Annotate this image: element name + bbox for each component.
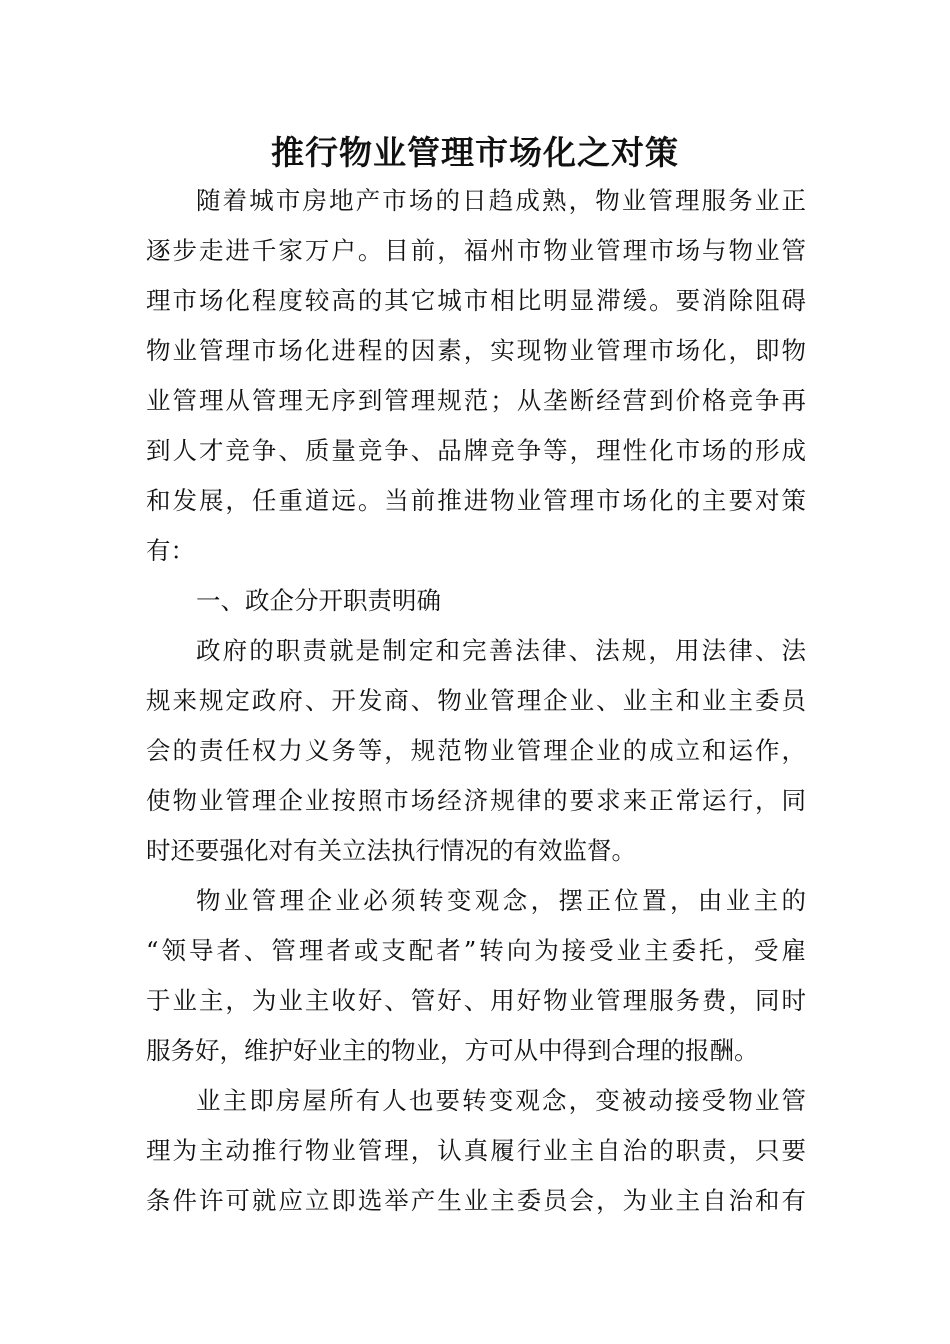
body-line: 服务好，维护好业主的物业，方可从中得到合理的报酬。 (146, 1036, 759, 1065)
body-line: 政府的职责就是制定和完善法律、法规，用法律、法 (196, 636, 806, 665)
body-line: 和发展，任重道远。当前推进物业管理市场化的主要对策 (146, 486, 806, 515)
body-line: 随着城市房地产市场的日趋成熟，物业管理服务业正 (196, 186, 806, 215)
body-line: 理市场化程度较高的其它城市相比明显滞缓。要消除阻碍 (146, 286, 806, 315)
body-line: 于业主，为业主收好、管好、用好物业管理服务费，同时 (146, 986, 806, 1015)
document-title: 推行物业管理市场化之对策 (271, 133, 679, 172)
body-line: 有： (146, 536, 195, 565)
body-line: “领导者、管理者或支配者”转向为接受业主委托，受雇 (146, 936, 806, 965)
body-line: 时还要强化对有关立法执行情况的有效监督。 (146, 836, 636, 865)
body-line: 逐步走进千家万户。目前，福州市物业管理市场与物业管 (146, 236, 806, 265)
body-line: 物业管理企业必须转变观念，摆正位置，由业主的 (196, 886, 806, 915)
body-line: 会的责任权力义务等，规范物业管理企业的成立和运作， (146, 736, 806, 765)
body-line: 条件许可就应立即选举产生业主委员会，为业主自治和有 (146, 1186, 806, 1215)
body-line: 规来规定政府、开发商、物业管理企业、业主和业主委员 (146, 686, 806, 715)
body-line: 到人才竞争、质量竞争、品牌竞争等，理性化市场的形成 (146, 436, 806, 465)
body-line: 业主即房屋所有人也要转变观念，变被动接受物业管 (196, 1086, 806, 1115)
body-line: 使物业管理企业按照市场经济规律的要求来正常运行，同 (146, 786, 806, 815)
body-line: 业管理从管理无序到管理规范；从垄断经营到价格竞争再 (146, 386, 806, 415)
section-heading: 一、政企分开职责明确 (196, 586, 441, 615)
body-line: 理为主动推行物业管理，认真履行业主自治的职责，只要 (146, 1136, 806, 1165)
body-line: 物业管理市场化进程的因素，实现物业管理市场化，即物 (146, 336, 806, 365)
